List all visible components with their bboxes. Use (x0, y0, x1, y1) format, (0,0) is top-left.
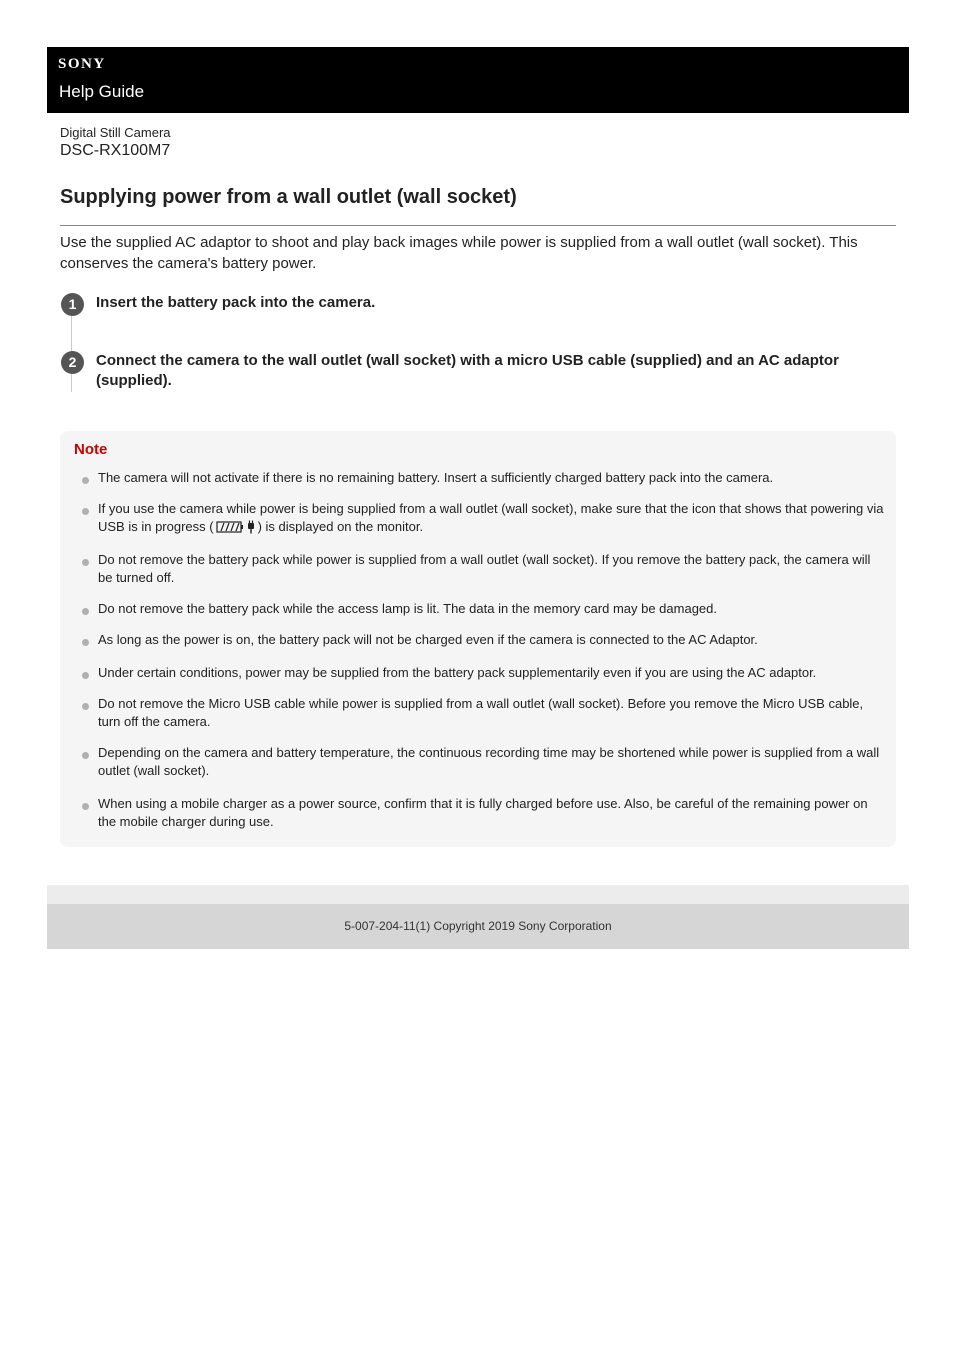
intro-paragraph: Use the supplied AC adaptor to shoot and play back images while power is supplied from a wall outlet (wall socket). This conserves the camera's battery power. (60, 234, 858, 272)
step-2-number: 2 (61, 351, 84, 374)
bullet-icon (82, 559, 89, 566)
note-item: Do not remove the battery pack while the access lamp is lit. The data in the memory card may be damaged. (98, 601, 718, 616)
bullet-icon (82, 803, 89, 810)
note-item: Do not remove the battery pack while power is supplied from a wall outlet (wall socket). If you remove the battery pack, the camera will be turned off. (98, 552, 871, 585)
usb-power-supply-icon (216, 520, 256, 534)
note-item: Do not remove the Micro USB cable while power is supplied from a wall outlet (wall socket). Before you remove the Micro USB cable, turn off the camera. (98, 696, 864, 729)
note-item: The camera will not activate if there is no remaining battery. Insert a sufficiently charged battery pack into the camera. (98, 470, 774, 485)
note-title: Note (74, 441, 108, 458)
bullet-icon (82, 703, 89, 710)
note-item-text: If you use the camera while power is being supplied from a wall outlet (wall socket), make sure that the icon that shows that powering via USB is in progress ( (98, 501, 884, 534)
note-item: Depending on the camera and battery temperature, the continuous recording time may be shortened while power is supplied from a wall outlet (wall socket). (98, 745, 880, 778)
note-box (60, 431, 896, 847)
bullet-icon (82, 608, 89, 615)
bullet-icon (82, 508, 89, 515)
note-item-text: ) is displayed on the monitor. (257, 519, 424, 534)
bullet-icon (82, 477, 89, 484)
product-model: DSC-RX100M7 (60, 142, 171, 159)
bullet-icon (82, 672, 89, 679)
sony-logo: SONY (58, 56, 106, 72)
title-divider (60, 225, 896, 226)
footer-spacer (47, 885, 909, 904)
step-1-text: Insert the battery pack into the camera. (96, 294, 376, 311)
note-item (98, 500, 884, 536)
copyright-text: 5-007-204-11(1) Copyright 2019 Sony Corporation (344, 919, 612, 933)
product-category: Digital Still Camera (60, 125, 171, 140)
note-item: When using a mobile charger as a power source, confirm that it is fully charged before use. Also, be careful of the remaining power on the mobile charger during use. (98, 796, 868, 829)
step-1-number: 1 (61, 293, 84, 316)
header-bar (47, 47, 909, 113)
bullet-icon (82, 639, 89, 646)
step-2-text: Connect the camera to the wall outlet (wall socket) with a micro USB cable (supplied) and an AC adaptor (supplied). (96, 352, 839, 389)
footer-bar (47, 904, 909, 949)
page-title: Supplying power from a wall outlet (wall socket) (60, 186, 517, 208)
note-item: Under certain conditions, power may be supplied from the battery pack supplementarily even if you are using the AC adaptor. (98, 665, 817, 680)
bullet-icon (82, 752, 89, 759)
note-item: As long as the power is on, the battery pack will not be charged even if the camera is connected to the AC Adaptor. (98, 632, 758, 647)
help-guide-title: Help Guide (59, 82, 145, 101)
